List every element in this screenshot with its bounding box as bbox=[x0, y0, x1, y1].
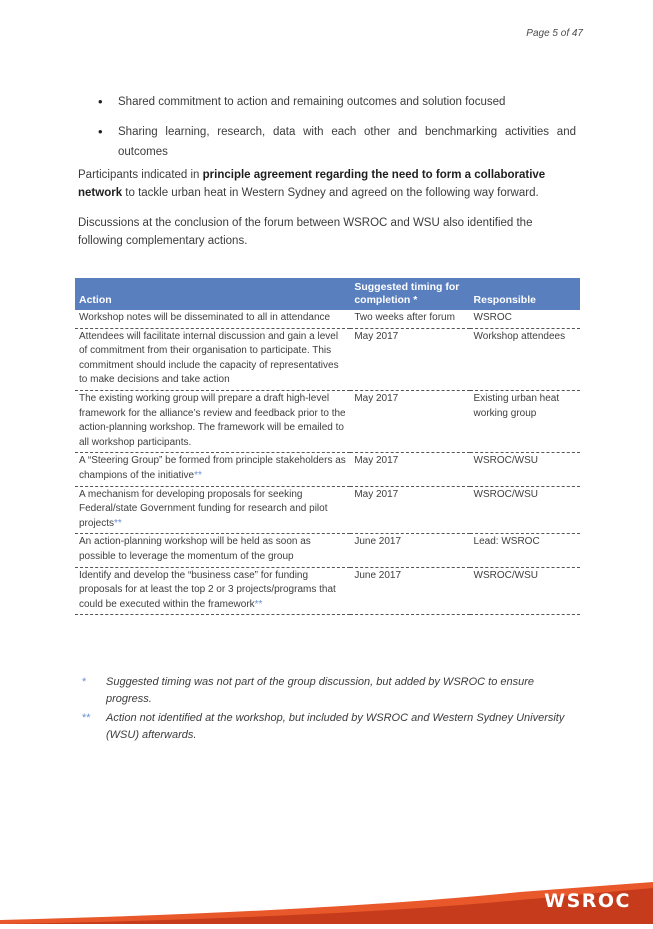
action-cell bbox=[75, 534, 350, 567]
bullet-icon: • bbox=[98, 124, 103, 139]
responsible-cell: WSROC/WSU bbox=[470, 567, 580, 615]
page-number: Page 5 of 47 bbox=[526, 28, 583, 39]
footnote-mark: ** bbox=[82, 712, 91, 724]
timing-cell: June 2017 bbox=[350, 534, 469, 567]
action-cell bbox=[75, 453, 350, 486]
action-cell bbox=[75, 567, 350, 615]
table-row bbox=[75, 567, 580, 615]
timing-cell: May 2017 bbox=[350, 453, 469, 486]
list-item bbox=[98, 92, 576, 112]
table-header-row bbox=[75, 278, 580, 310]
bullet-icon: • bbox=[98, 94, 103, 109]
responsible-cell: WSROC bbox=[470, 310, 580, 328]
footnote-marker: ** bbox=[254, 598, 263, 610]
bullet-text: Sharing learning, research, data with each other and benchmarking activities and outcomes bbox=[118, 126, 576, 158]
footnote bbox=[80, 674, 580, 708]
footnote bbox=[80, 710, 580, 744]
action-text: Workshop notes will be disseminated to all in attendance bbox=[79, 312, 331, 323]
action-text: The existing working group will prepare a draft high-level framework for the alliance’s review and feedback prior to the action-planning workshop. The framework will be emailed to all workshop participants. bbox=[79, 392, 346, 448]
column-header-timing: Suggested timing for completion * bbox=[350, 278, 469, 310]
table-row bbox=[75, 453, 580, 486]
responsible-cell: WSROC/WSU bbox=[470, 486, 580, 534]
list-item bbox=[98, 122, 576, 162]
agreement-paragraph bbox=[78, 166, 578, 202]
bullet-text: Shared commitment to action and remaining outcomes and solution focused bbox=[118, 96, 506, 108]
table-row bbox=[75, 390, 580, 452]
timing-cell: May 2017 bbox=[350, 390, 469, 452]
table-row bbox=[75, 534, 580, 567]
table-row bbox=[75, 328, 580, 390]
wsroc-logo: WSROC bbox=[544, 890, 631, 912]
bullet-list bbox=[98, 92, 576, 172]
footer-banner bbox=[0, 874, 653, 924]
footnotes bbox=[80, 674, 580, 746]
paragraph-bold-text: principle agreement regarding the need to form a collaborative network bbox=[78, 169, 546, 199]
timing-cell: May 2017 bbox=[350, 328, 469, 390]
footnote-text: Suggested timing was not part of the group discussion, but added by WSROC to ensure progress. bbox=[106, 676, 535, 705]
table-row bbox=[75, 310, 580, 328]
table-body bbox=[75, 310, 580, 615]
action-text: An action-planning workshop will be held as soon as possible to leverage the momentum of the group bbox=[79, 536, 311, 562]
footnote-text: Action not identified at the workshop, but included by WSROC and Western Sydney University (WSU) afterwards. bbox=[106, 712, 565, 741]
responsible-cell: Workshop attendees bbox=[470, 328, 580, 390]
responsible-cell: WSROC/WSU bbox=[470, 453, 580, 486]
action-cell bbox=[75, 328, 350, 390]
action-cell bbox=[75, 310, 350, 328]
action-cell bbox=[75, 390, 350, 452]
footnote-marker: ** bbox=[194, 469, 202, 481]
responsible-cell: Lead: WSROC bbox=[470, 534, 580, 567]
paragraph-text: Participants indicated in bbox=[78, 169, 203, 181]
action-text: A mechanism for developing proposals for seeking Federal/state Government funding for research and pilot projects bbox=[79, 488, 328, 529]
paragraph-text: to tackle urban heat in Western Sydney and agreed on the following way forward. bbox=[122, 187, 539, 199]
timing-cell: May 2017 bbox=[350, 486, 469, 534]
timing-cell: Two weeks after forum bbox=[350, 310, 469, 328]
footnote-mark: * bbox=[82, 676, 87, 688]
action-text: Attendees will facilitate internal discussion and gain a level of commitment from their organisation to participate. This commitment should include the capacity of representatives to make decisions and take action bbox=[79, 330, 339, 386]
column-header-action: Action bbox=[75, 278, 350, 310]
timing-cell: June 2017 bbox=[350, 567, 469, 615]
table-row bbox=[75, 486, 580, 534]
actions-table bbox=[75, 278, 580, 615]
action-text: Identify and develop the “business case” for funding proposals for at least the top 2 or 3 projects/programs that could be executed within the framework bbox=[79, 569, 336, 610]
action-text: A “Steering Group” be formed from principle stakeholders as champions of the initiative bbox=[79, 455, 346, 481]
footnote-marker: ** bbox=[114, 517, 122, 529]
column-header-responsible: Responsible bbox=[470, 278, 580, 310]
responsible-cell: Existing urban heat working group bbox=[470, 390, 580, 452]
discussion-paragraph: Discussions at the conclusion of the forum between WSROC and WSU also identified the following complementary actions. bbox=[78, 217, 533, 247]
action-cell bbox=[75, 486, 350, 534]
